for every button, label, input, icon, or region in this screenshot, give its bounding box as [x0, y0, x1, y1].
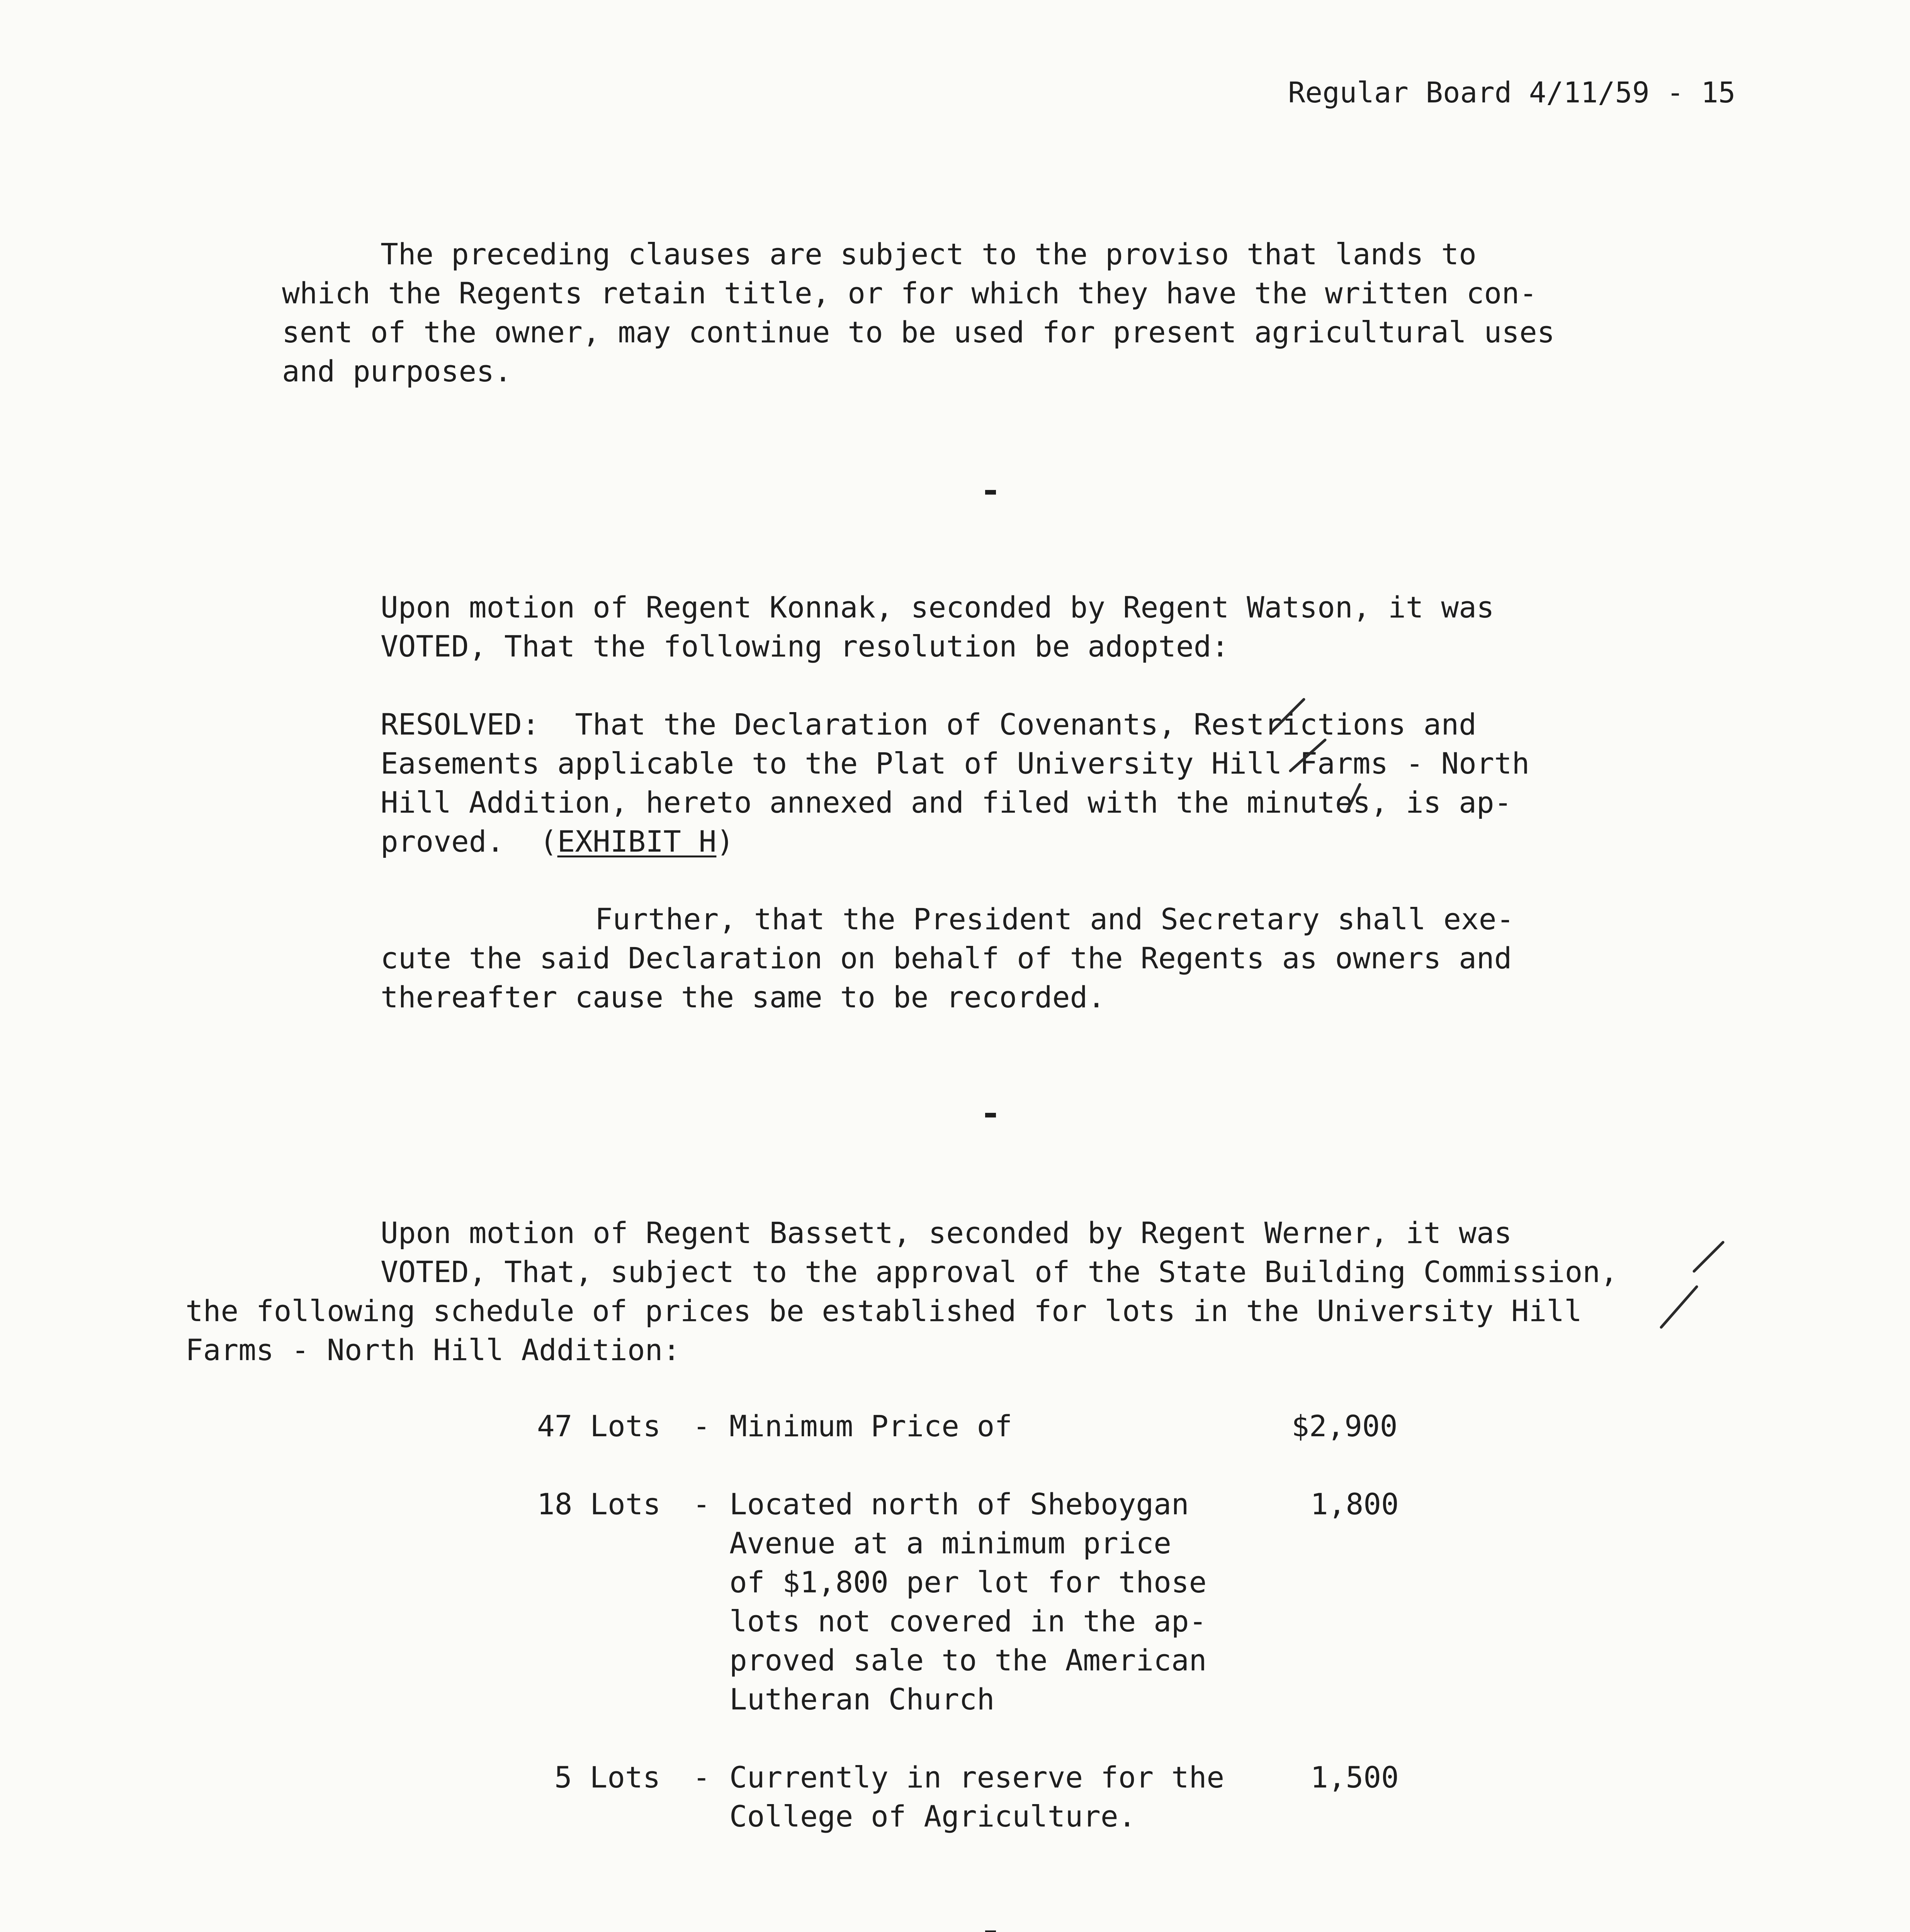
motion2-line-2: VOTED, That, subject to the approval of the State Building Commission, [381, 1255, 1618, 1289]
lot-description: Currently in reserve for the [729, 1760, 1225, 1794]
proviso-line-1: The preceding clauses are subject to the proviso that lands to [381, 237, 1477, 271]
exhibit-reference: EXHIBIT H [557, 824, 717, 859]
lot-count: 47 Lots [537, 1409, 661, 1443]
lot-price: $2,900 [1291, 1409, 1398, 1443]
motion2-line-1: Upon motion of Regent Bassett, seconded by Regent Werner, it was [381, 1216, 1512, 1250]
resolved-line-3: Hill Addition, hereto annexed and filed with the minutes, is ap- [381, 785, 1512, 820]
proviso-line-2: which the Regents retain title, or for which they have the written con- [282, 276, 1537, 310]
resolved-line-4-close: ) [716, 824, 734, 859]
further-line-1: Further, that the President and Secretary shall exe- [595, 902, 1514, 936]
motion2-line-4: Farms - North Hill Addition: [185, 1333, 681, 1367]
lot-description: of $1,800 per lot for those [729, 1565, 1207, 1599]
proviso-line-3: sent of the owner, may continue to be used for present agricultural uses [282, 315, 1555, 349]
proviso-line-4: and purposes. [282, 354, 512, 388]
lot-price: 1,500 [1310, 1760, 1399, 1794]
further-line-3: thereafter cause the same to be recorded. [381, 980, 1105, 1014]
motion1-line-2: VOTED, That the following resolution be adopted: [381, 629, 1229, 663]
lot-description: lots not covered in the ap- [729, 1604, 1207, 1638]
lot-description: Avenue at a minimum price [729, 1526, 1171, 1560]
lot-separator: - [693, 1760, 710, 1794]
lot-separator: - [693, 1487, 710, 1521]
motion2-line-3: the following schedule of prices be established for lots in the University Hill [185, 1294, 1582, 1328]
lot-separator: - [693, 1409, 710, 1443]
resolved-line-1: RESOLVED: That the Declaration of Covenants, Restrictions and [381, 707, 1477, 742]
page-header: Regular Board 4/11/59 - 15 [1288, 76, 1736, 109]
lot-description: Minimum Price of [729, 1409, 1013, 1443]
lot-count: 18 Lots [537, 1487, 661, 1521]
lot-price: 1,800 [1310, 1487, 1399, 1521]
motion1-line-1: Upon motion of Regent Konnak, seconded by Regent Watson, it was [381, 590, 1494, 624]
lot-description: Located north of Sheboygan [729, 1487, 1189, 1521]
lot-description: College of Agriculture. [729, 1799, 1136, 1833]
lot-description: proved sale to the American [729, 1643, 1207, 1677]
lot-description: Lutheran Church [729, 1682, 995, 1716]
lot-count: 5 Lots [554, 1760, 661, 1794]
further-line-2: cute the said Declaration on behalf of the Regents as owners and [381, 941, 1512, 975]
resolved-line-2: Easements applicable to the Plat of University Hill Farms - North [381, 746, 1530, 781]
resolved-line-4-text: proved. ( [381, 824, 557, 859]
